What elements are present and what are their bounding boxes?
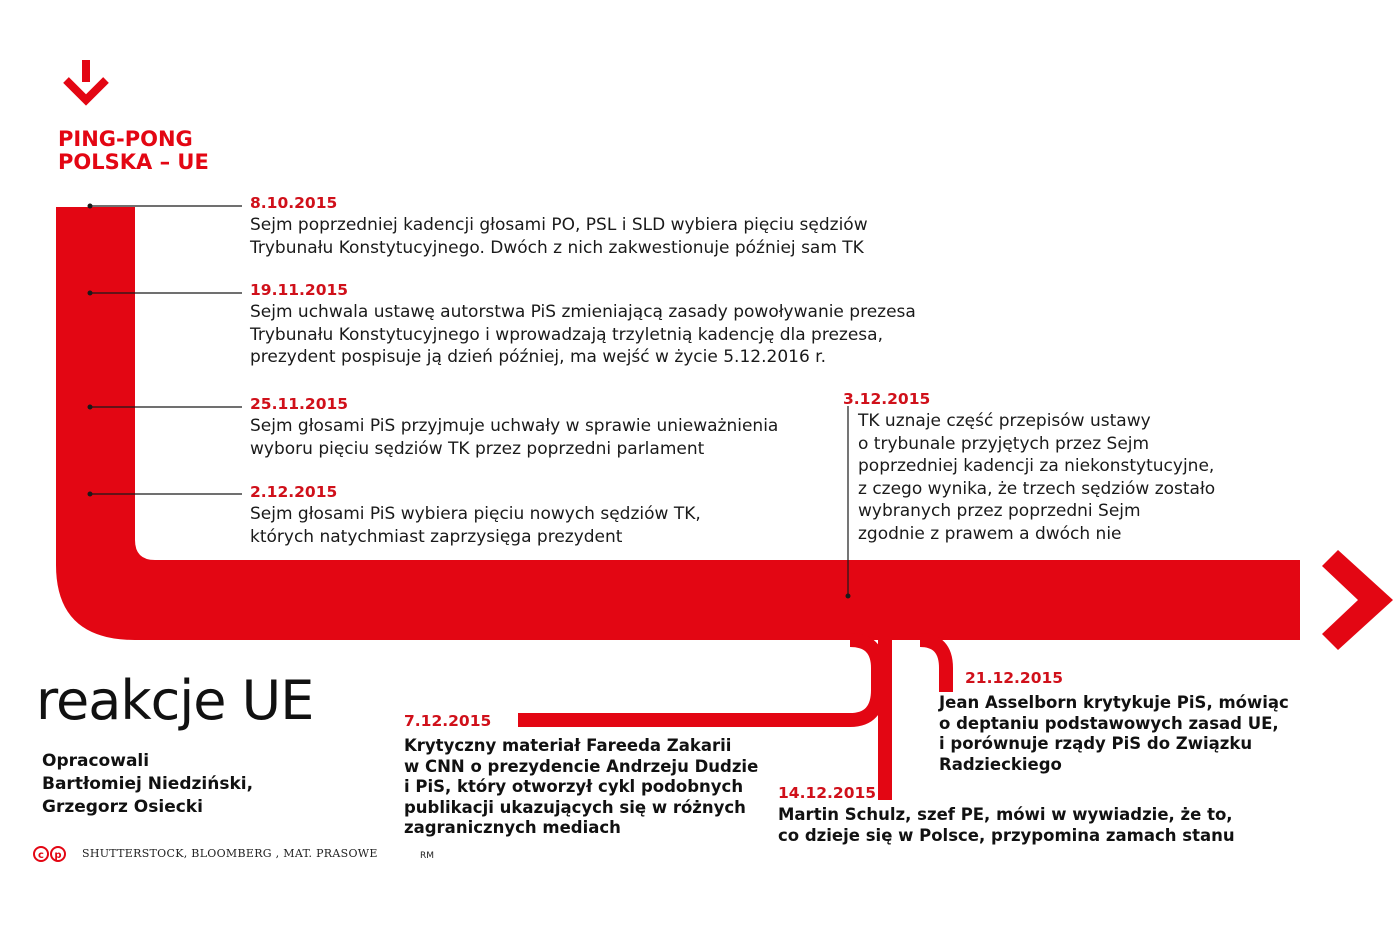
event-line: Jean Asselborn krytykuje PiS, mówiąc (939, 693, 1289, 712)
event-line: TK uznaje część przepisów ustawy (858, 411, 1151, 431)
event-text (404, 736, 758, 839)
authors-credit (42, 750, 253, 819)
event-text (250, 214, 868, 259)
event-line: Radzieckiego (939, 754, 1062, 774)
event-line: Krytyczny materiał Fareeda Zakarii (404, 736, 732, 755)
event-line: o trybunale przyjętych przez Sejm (858, 433, 1150, 454)
event-date: 25.11.2015 (250, 395, 349, 413)
authors-line: Opracowali (42, 751, 150, 771)
eu-event-14-12-2015 (778, 784, 1235, 846)
event-date: 21.12.2015 (965, 669, 1064, 687)
event-line: Sejm głosami PiS wybiera pięciu nowych sędziów TK, (250, 504, 701, 524)
event-text (250, 415, 778, 460)
author-initials: RM (420, 851, 435, 861)
event-date: 7.12.2015 (404, 712, 492, 730)
cp-copyright-icon (33, 845, 67, 863)
red-down-arrow-icon (66, 60, 106, 100)
event-line: prezydent pospisuje ją dzień później, ma wejść w życie 5.12.2016 r. (250, 347, 826, 368)
event-text (778, 805, 1235, 846)
event-8-10-2015 (250, 194, 868, 259)
photo-credits: SHUTTERSTOCK, BLOOMBERG , MAT. PRASOWE (82, 847, 378, 860)
event-text (250, 503, 701, 548)
event-3-12-2015 (843, 390, 1215, 546)
event-2-12-2015 (250, 483, 701, 548)
event-25-11-2015 (250, 395, 778, 460)
event-line: o deptaniu podstawowych zasad UE, (939, 713, 1279, 733)
event-line: Trybunału Konstytucyjnego. Dwóch z nich zakwestionuje później sam TK (250, 237, 864, 258)
event-line: publikacji ukazujących się w różnych (404, 797, 746, 817)
event-line: których natychmiast zaprzysięga prezydent (250, 526, 623, 547)
event-line: co dzieje się w Polsce, przypomina zamach stanu (778, 825, 1235, 845)
eu-event-7-12-2015 (404, 712, 758, 839)
event-text (250, 301, 916, 369)
event-line: Trybunału Konstytucyjnego i wprowadzają trzyletnią kadencję dla prezesa, (250, 324, 883, 345)
timeline-arrow-head (1322, 550, 1393, 650)
svg-text:p: p (54, 850, 62, 861)
event-line: i PiS, który otworzył cykl podobnych (404, 777, 744, 796)
event-text (858, 410, 1215, 546)
event-date: 8.10.2015 (250, 194, 338, 212)
event-line: poprzedniej kadencji za niekonstytucyjne, (858, 456, 1215, 477)
eu-reactions-heading: reakcje UE (36, 669, 314, 732)
event-line: Martin Schulz, szef PE, mówi w wywiadzie, że to, (778, 805, 1233, 824)
event-line: i porównuje rządy PiS do Związku (939, 734, 1253, 753)
event-line: zagranicznych mediach (404, 818, 621, 837)
svg-text:c: c (38, 850, 44, 861)
event-text (939, 693, 1289, 775)
eu-event-21-12-2015 (939, 669, 1289, 775)
event-line: Sejm uchwala ustawę autorstwa PiS zmieniającą zasady powoływanie prezesa (250, 302, 916, 322)
title-line-2: POLSKA – UE (58, 150, 209, 174)
event-date: 2.12.2015 (250, 483, 338, 501)
event-line: wybranych przez poprzedni Sejm (858, 501, 1141, 522)
event-date: 3.12.2015 (843, 390, 931, 408)
event-line: Sejm poprzedniej kadencji głosami PO, PSL i SLD wybiera pięciu sędziów (250, 215, 868, 235)
event-line: z czego wynika, że trzech sędziów zostało (858, 478, 1216, 499)
event-date: 19.11.2015 (250, 281, 349, 299)
event-19-11-2015 (250, 281, 916, 369)
event-line: wyboru pięciu sędziów TK przez poprzedni parlament (250, 438, 705, 459)
authors-line: Grzegorz Osiecki (42, 797, 203, 817)
infographic-title (58, 128, 209, 174)
event-line: w CNN o prezydencie Andrzeju Dudzie (404, 756, 759, 776)
event-date: 14.12.2015 (778, 784, 877, 802)
event-line: zgodnie z prawem a dwóch nie (858, 523, 1122, 544)
event-line: Sejm głosami PiS przyjmuje uchwały w sprawie unieważnienia (250, 416, 779, 436)
title-line-1: PING-PONG (58, 127, 193, 151)
authors-line: Bartłomiej Niedziński, (42, 774, 254, 794)
